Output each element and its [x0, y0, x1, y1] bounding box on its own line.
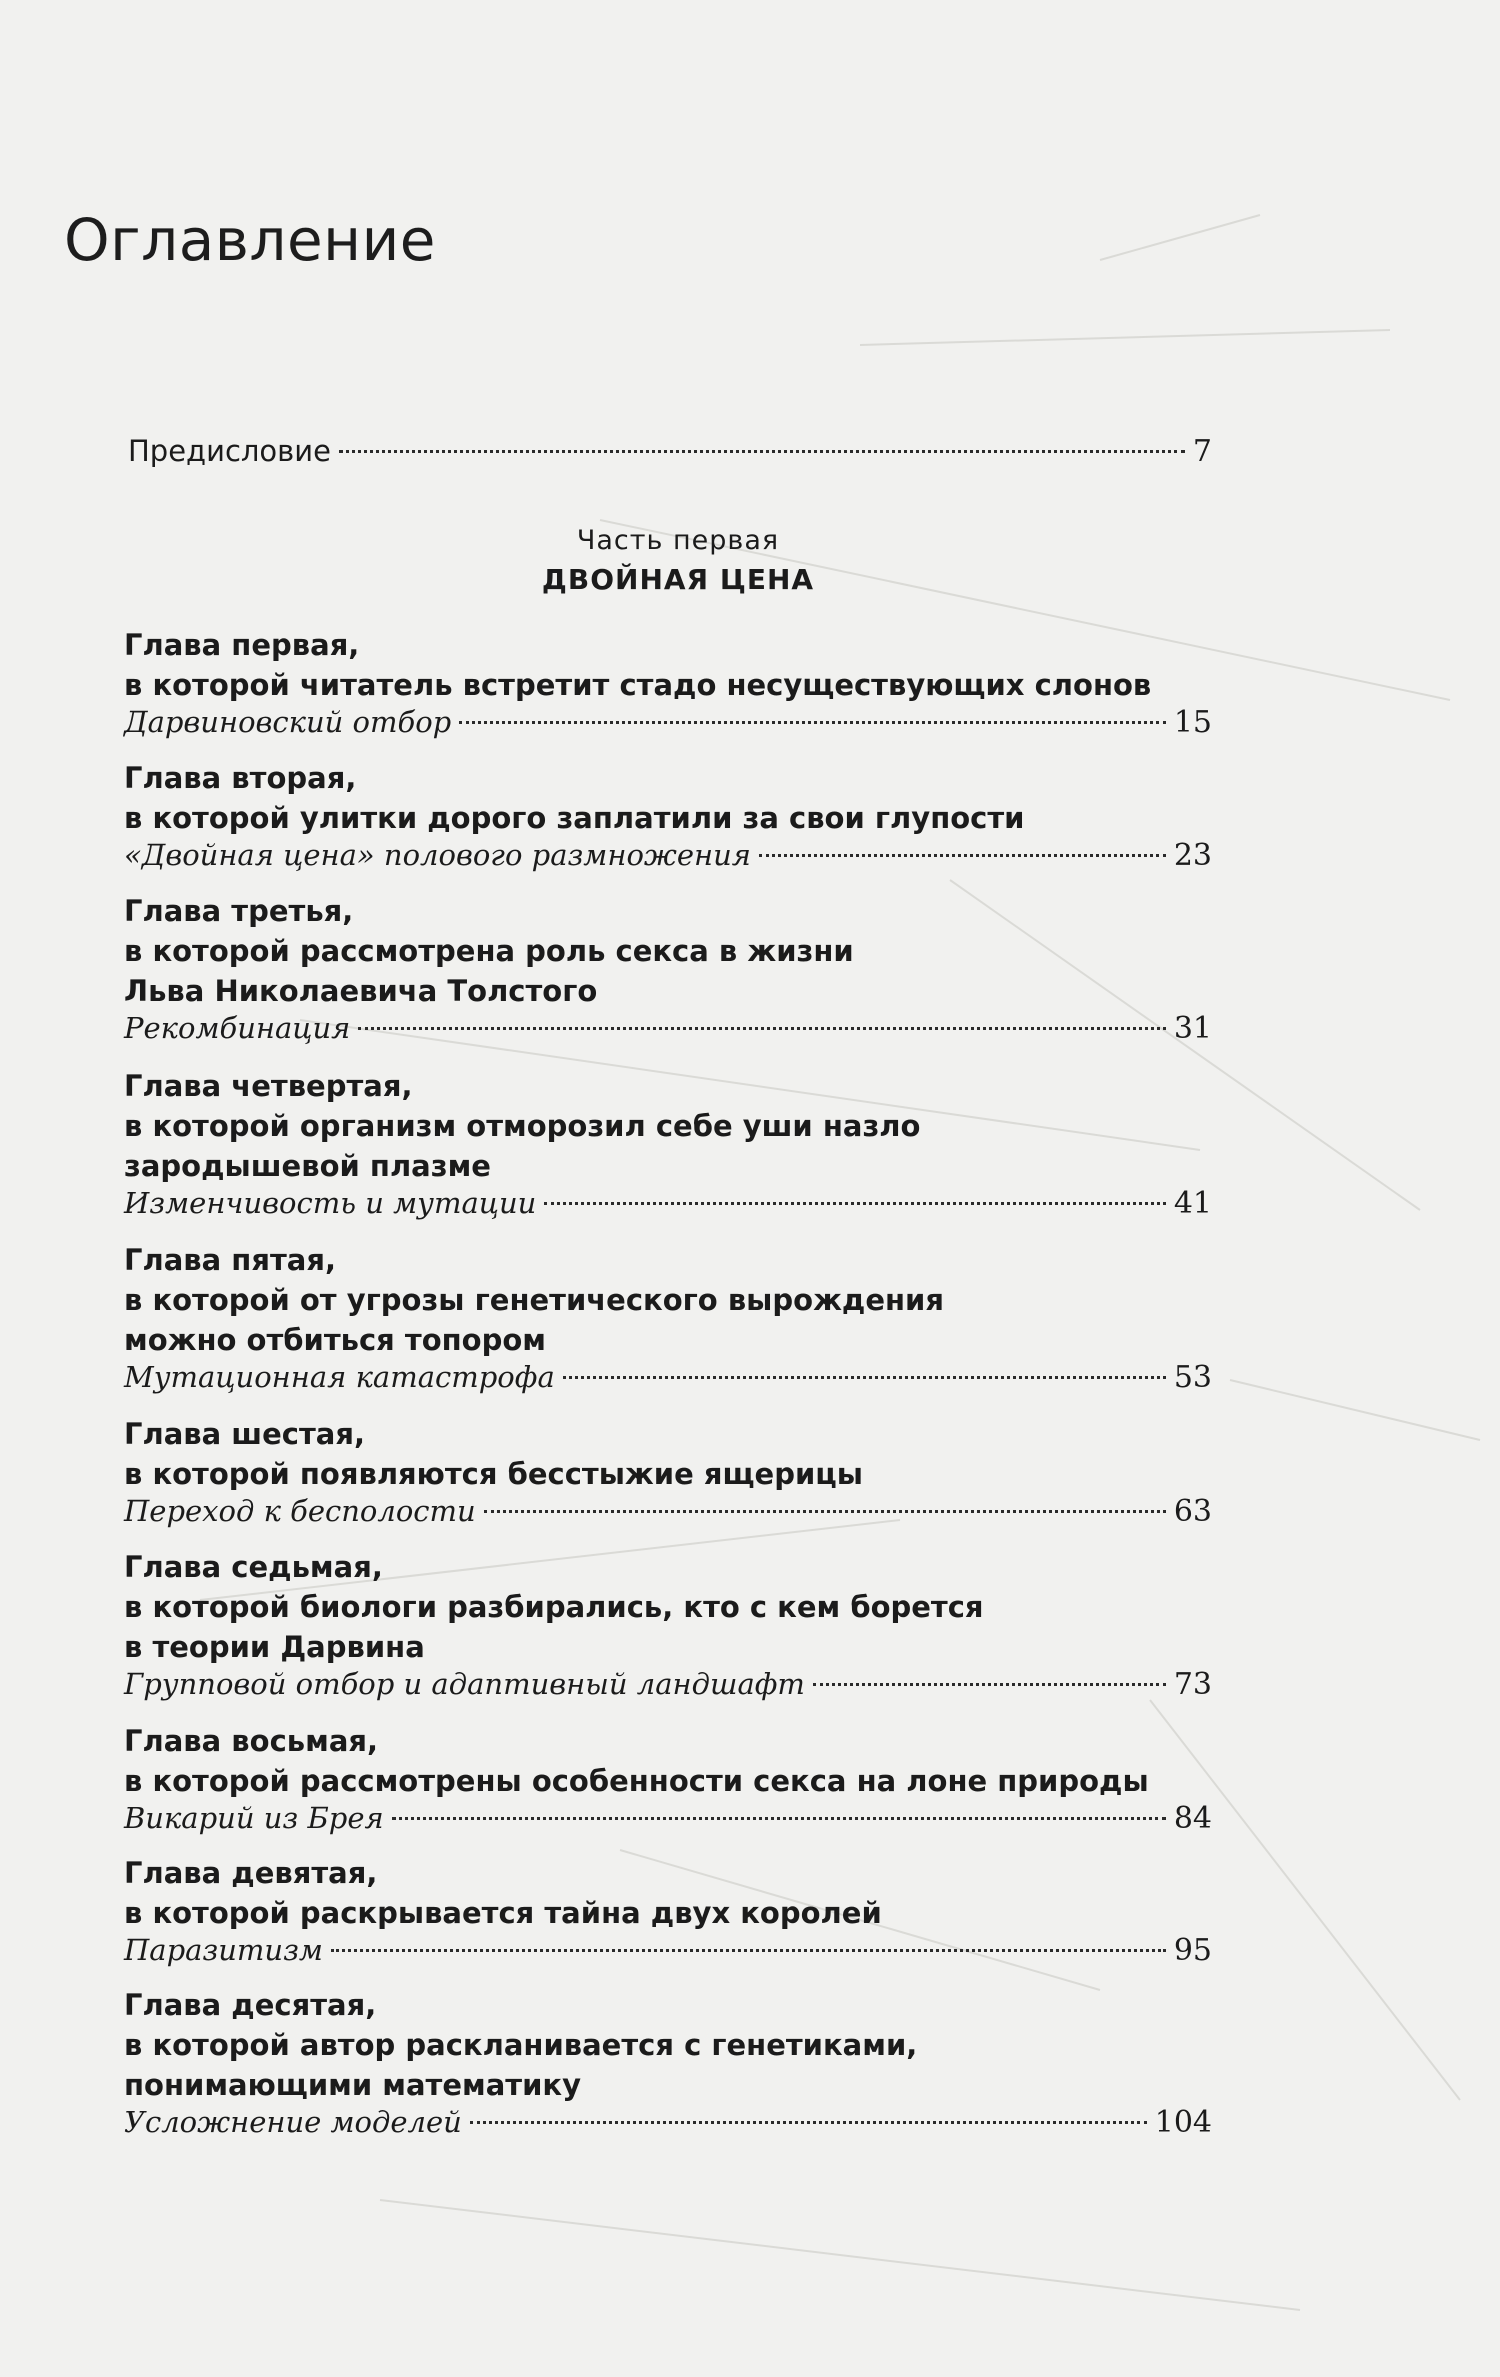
- page-number: 84: [1173, 1801, 1212, 1836]
- page-number: 23: [1173, 838, 1212, 873]
- dot-leader: [358, 1027, 1165, 1030]
- dot-leader: [544, 1202, 1165, 1205]
- dot-leader: [484, 1510, 1166, 1513]
- dot-leader: [339, 450, 1185, 453]
- page-number: 41: [1173, 1186, 1212, 1221]
- chapter-subtitle: Переход к бесполости: [124, 1494, 476, 1528]
- page-number: 7: [1192, 434, 1212, 469]
- chapter-heading-line: понимающими математику: [124, 2068, 582, 2102]
- dot-leader: [459, 721, 1166, 724]
- chapter-subtitle: Групповой отбор и адаптивный ландшафт: [124, 1667, 805, 1701]
- chapter-subtitle-row: [124, 1360, 1212, 1400]
- chapter-heading-line: Глава десятая,: [124, 1988, 377, 2022]
- chapter-subtitle-row: [124, 838, 1212, 878]
- page-number: 15: [1173, 705, 1212, 740]
- part-title: ДВОЙНАЯ ЦЕНА: [541, 563, 815, 596]
- dot-leader: [470, 2121, 1147, 2124]
- page-number: 53: [1173, 1360, 1212, 1395]
- toc-chapter[interactable]: [124, 625, 1224, 745]
- toc-chapter[interactable]: [124, 1853, 1224, 1973]
- chapter-subtitle: Усложнение моделей: [124, 2105, 462, 2139]
- chapter-subtitle-row: [124, 1011, 1212, 1051]
- chapter-subtitle: «Двойная цена» полового размножения: [124, 838, 752, 872]
- chapter-heading-line: в которой организм отморозил себе уши назло: [124, 1109, 921, 1143]
- chapter-heading-line: в которой от угрозы генетического вырождения: [124, 1283, 945, 1317]
- chapter-heading-line: Глава пятая,: [124, 1243, 336, 1277]
- chapter-heading-line: в которой рассмотрены особенности секса на лоне природы: [124, 1764, 1149, 1798]
- chapter-subtitle-row: [124, 705, 1212, 745]
- dot-leader: [331, 1949, 1166, 1952]
- chapter-heading-line: в которой биологи разбирались, кто с кем борется: [124, 1590, 984, 1624]
- chapter-heading-line: Льва Николаевича Толстого: [124, 974, 598, 1008]
- page-title: Оглавление: [64, 206, 436, 274]
- toc-entry-preface[interactable]: [128, 434, 1212, 474]
- toc-chapter[interactable]: [124, 758, 1224, 878]
- chapter-heading-line: Глава шестая,: [124, 1417, 365, 1451]
- dot-leader: [813, 1683, 1166, 1686]
- page-number: 95: [1173, 1933, 1212, 1968]
- chapter-heading-line: можно отбиться топором: [124, 1323, 546, 1357]
- chapter-heading-line: Глава третья,: [124, 894, 354, 928]
- page-number: 31: [1173, 1011, 1212, 1046]
- page-number: 73: [1173, 1667, 1212, 1702]
- chapter-subtitle-row: [124, 1933, 1212, 1973]
- chapter-heading-line: Глава четвертая,: [124, 1069, 413, 1103]
- dot-leader: [759, 854, 1166, 857]
- chapter-subtitle: Рекомбинация: [124, 1011, 351, 1045]
- dot-leader: [392, 1817, 1166, 1820]
- chapter-subtitle-row: [124, 2105, 1212, 2145]
- dot-leader: [563, 1376, 1166, 1379]
- toc-chapter[interactable]: [124, 1985, 1224, 2145]
- chapter-heading-line: Глава первая,: [124, 628, 360, 662]
- chapter-subtitle: Викарий из Брея: [124, 1801, 384, 1835]
- toc-chapter[interactable]: [124, 1721, 1224, 1841]
- chapter-heading-line: в которой улитки дорого заплатили за свои глупости: [124, 801, 1025, 835]
- chapter-heading-line: в которой автор раскланивается с генетиками,: [124, 2028, 918, 2062]
- part-label: Часть первая: [576, 525, 780, 556]
- toc-chapter[interactable]: [124, 1240, 1224, 1400]
- chapter-heading-line: в которой читатель встретит стадо несуществующих слонов: [124, 668, 1152, 702]
- chapter-subtitle: Дарвиновский отбор: [124, 705, 452, 739]
- chapter-subtitle: Изменчивость и мутации: [124, 1186, 537, 1220]
- chapter-subtitle: Мутационная катастрофа: [124, 1360, 555, 1394]
- chapter-subtitle-row: [124, 1494, 1212, 1534]
- chapter-subtitle: Паразитизм: [124, 1933, 323, 1967]
- toc-chapter[interactable]: [124, 1414, 1224, 1534]
- chapter-heading-line: в которой рассмотрена роль секса в жизни: [124, 934, 854, 968]
- chapter-heading-line: в теории Дарвина: [124, 1630, 425, 1664]
- chapter-heading-line: в которой появляются бесстыжие ящерицы: [124, 1457, 864, 1491]
- chapter-heading-line: зародышевой плазме: [124, 1149, 491, 1183]
- toc-chapter[interactable]: [124, 891, 1224, 1051]
- chapter-subtitle-row: [124, 1801, 1212, 1841]
- chapter-heading-line: Глава девятая,: [124, 1856, 378, 1890]
- entry-title: Предисловие: [128, 434, 331, 468]
- chapter-heading-line: Глава седьмая,: [124, 1550, 383, 1584]
- page-number: 104: [1154, 2105, 1212, 2140]
- page-number: 63: [1173, 1494, 1212, 1529]
- toc-chapter[interactable]: [124, 1547, 1224, 1707]
- chapter-heading-line: Глава вторая,: [124, 761, 357, 795]
- chapter-heading-line: Глава восьмая,: [124, 1724, 379, 1758]
- chapter-subtitle-row: [124, 1667, 1212, 1707]
- chapter-heading-line: в которой раскрывается тайна двух королей: [124, 1896, 882, 1930]
- toc-chapter[interactable]: [124, 1066, 1224, 1226]
- chapter-subtitle-row: [124, 1186, 1212, 1226]
